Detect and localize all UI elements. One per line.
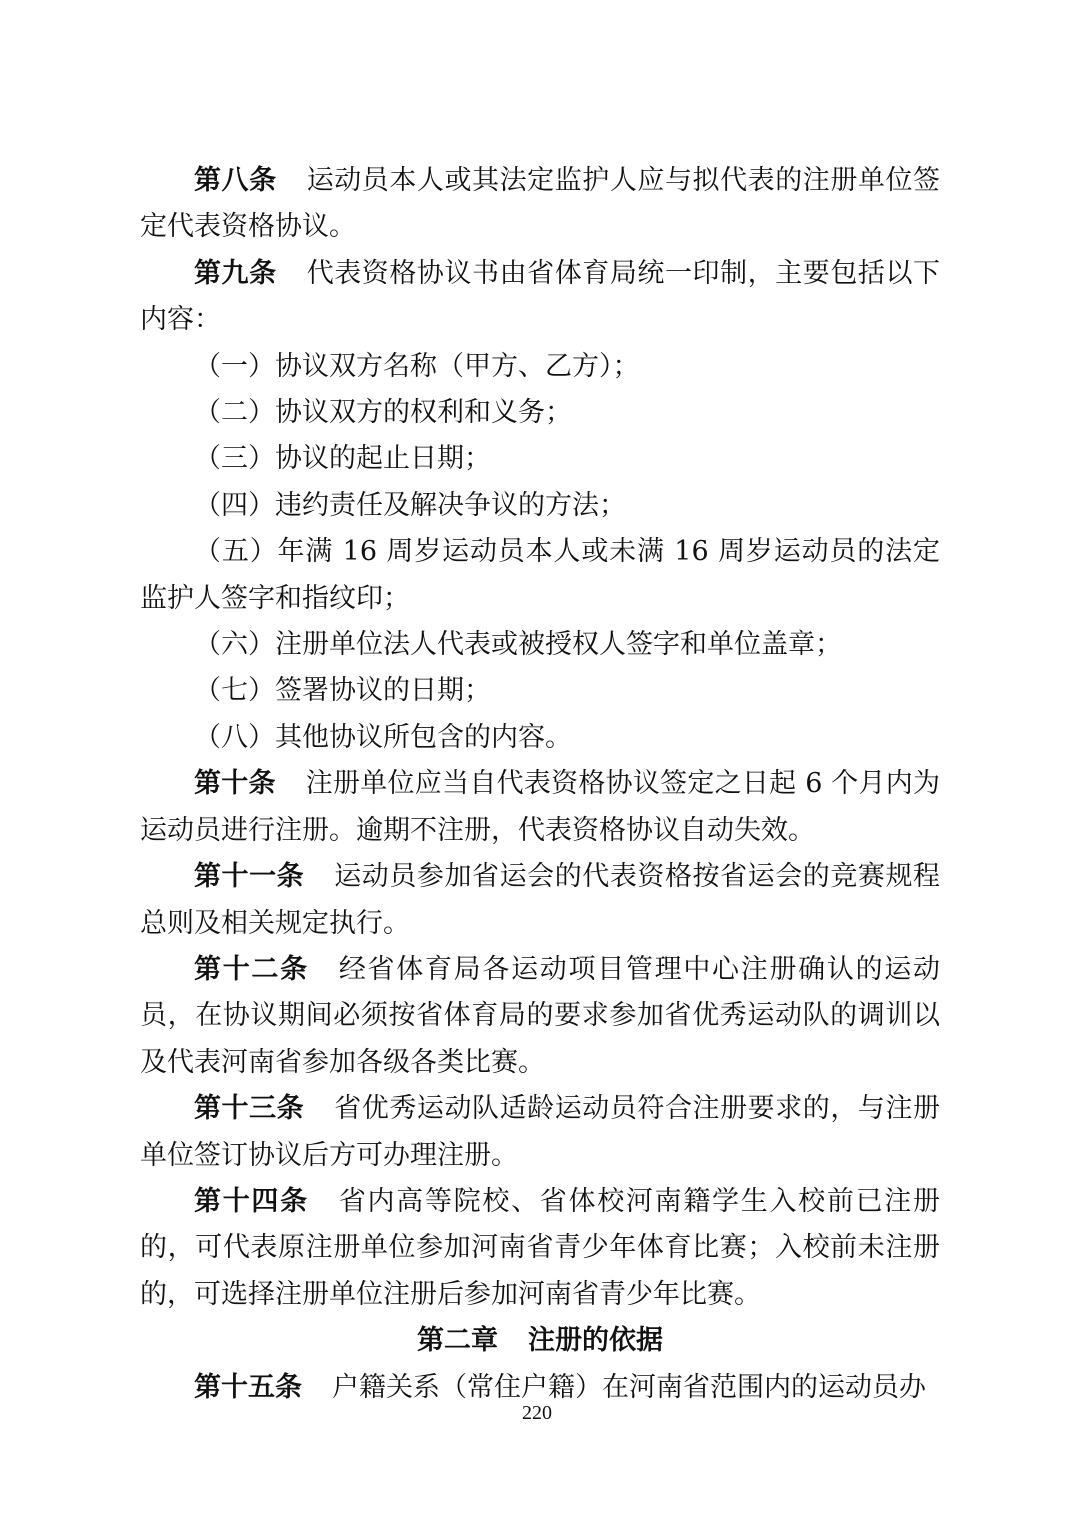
article-label: 第十二条 bbox=[194, 953, 309, 985]
list-item: （六）注册单位法人代表或被授权人签字和单位盖章； bbox=[194, 629, 842, 661]
article-12 bbox=[140, 947, 940, 1086]
article-text: 省内高等院校、省体校河南籍学生入校前已注册的，可代表原注册单位参加河南省青少年体育比赛；入校前未注册的，可选择注册单位注册后参加河南省青少年比赛。 bbox=[140, 1185, 941, 1310]
list-item: （二）协议双方的权利和义务； bbox=[194, 397, 572, 429]
article-label: 第十五条 bbox=[194, 1371, 302, 1403]
article-text: 注册单位应当自代表资格协议签定之日起 6 个月内为运动员进行注册。逾期不注册，代表资格协议自动失效。 bbox=[140, 768, 941, 846]
document-body bbox=[140, 158, 940, 1411]
article-text: 代表资格协议书由省体育局统一印制，主要包括以下内容： bbox=[140, 257, 941, 336]
article-label: 第九条 bbox=[194, 257, 277, 289]
page-number: 220 bbox=[522, 1402, 552, 1424]
article-13 bbox=[140, 1086, 940, 1179]
list-item: （四）违约责任及解决争议的方法； bbox=[194, 489, 626, 521]
list-item: （八）其他协议所包含的内容。 bbox=[194, 721, 572, 753]
article-label: 第十条 bbox=[194, 768, 276, 800]
article-text: 户籍关系（常住户籍）在河南省范围内的运动员办 bbox=[332, 1371, 926, 1403]
article-10 bbox=[140, 761, 940, 854]
article-text: 运动员本人或其法定监护人应与拟代表的注册单位签定代表资格协议。 bbox=[140, 165, 941, 243]
article-text: 省优秀运动队适龄运动员符合注册要求的，与注册单位签订协议后方可办理注册。 bbox=[140, 1093, 941, 1171]
article-label: 第八条 bbox=[194, 165, 277, 196]
chapter-number: 第二章 bbox=[417, 1325, 498, 1357]
article-label: 第十一条 bbox=[194, 861, 305, 893]
article-14 bbox=[140, 1179, 940, 1318]
article-11 bbox=[140, 854, 940, 947]
list-item: （三）协议的起止日期； bbox=[194, 443, 491, 475]
chapter-title: 注册的依据 bbox=[528, 1325, 663, 1357]
article-text: 运动员参加省运会的代表资格按省运会的竞赛规程总则及相关规定执行。 bbox=[140, 861, 941, 939]
list-item: （五）年满 16 周岁运动员本人或未满 16 周岁运动员的法定监护人签字和指纹印； bbox=[140, 536, 940, 614]
article-label: 第十三条 bbox=[194, 1093, 305, 1125]
article-8 bbox=[140, 158, 940, 251]
article-text: 经省体育局各运动项目管理中心注册确认的运动员，在协议期间必须按省体育局的要求参加省优秀运动队的调训以及代表河南省参加各级各类比赛。 bbox=[140, 953, 941, 1078]
list-item: （一）协议双方名称（甲方、乙方）； bbox=[194, 350, 640, 382]
list-item: （七）签署协议的日期； bbox=[194, 675, 491, 707]
article-9 bbox=[140, 251, 940, 344]
article-label: 第十四条 bbox=[194, 1185, 309, 1217]
chapter-heading bbox=[140, 1318, 940, 1364]
